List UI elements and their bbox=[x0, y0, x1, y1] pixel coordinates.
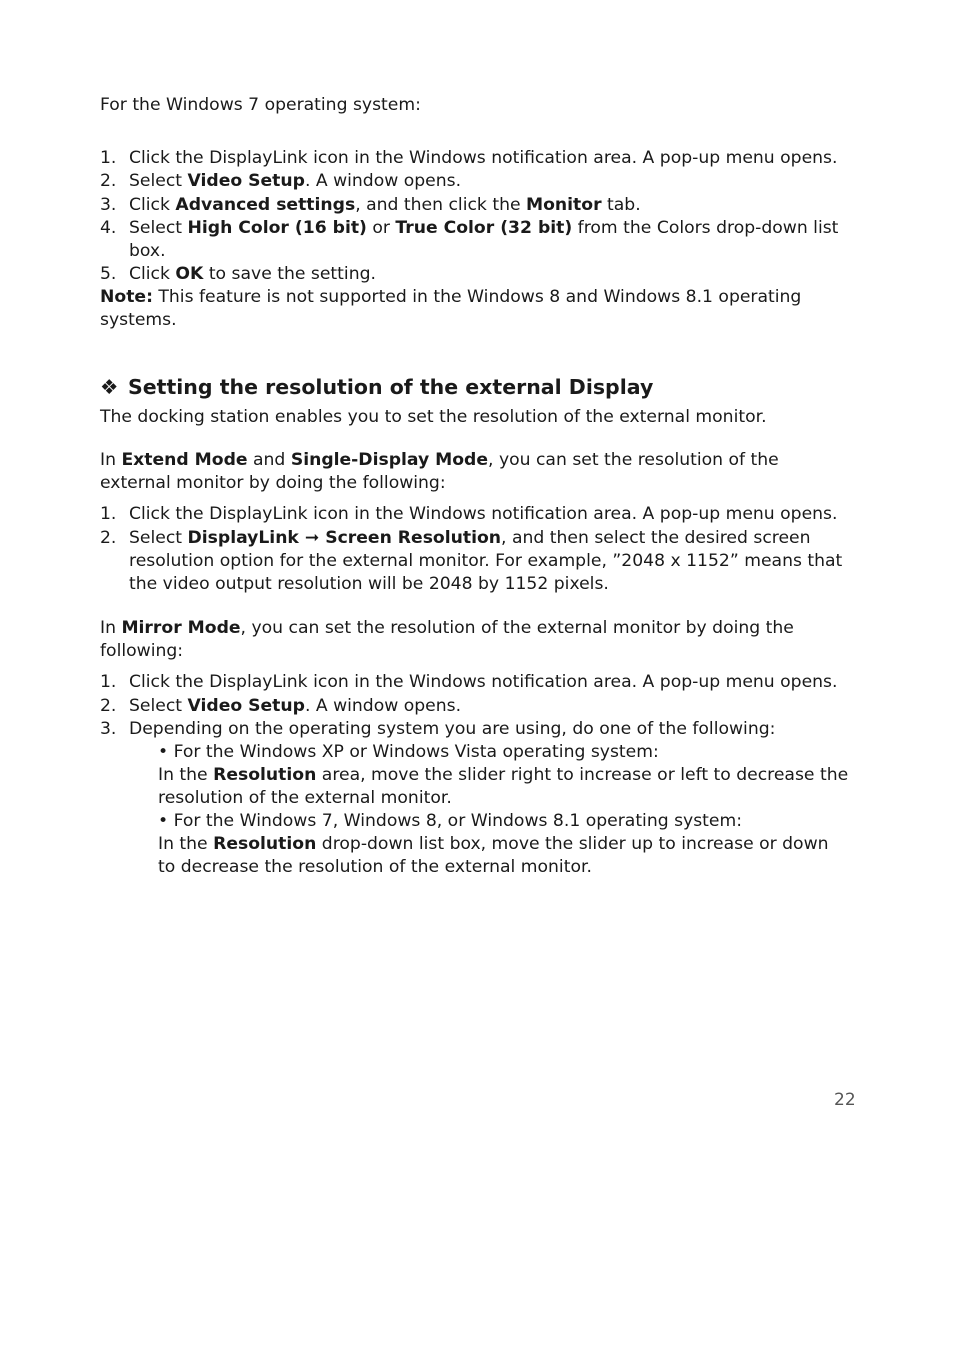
list-item bbox=[129, 671, 837, 694]
list-item bbox=[129, 170, 461, 193]
diamond-bullet-icon: ❖ bbox=[100, 375, 119, 399]
text-run: In bbox=[100, 450, 122, 470]
text-run: Select bbox=[129, 528, 188, 548]
bold-term: Monitor bbox=[526, 195, 602, 215]
text-run: Select bbox=[129, 218, 188, 238]
text-run: In the bbox=[158, 834, 214, 854]
bold-term: Resolution bbox=[213, 834, 317, 854]
bold-term: Mirror Mode bbox=[121, 618, 241, 638]
list-item-cont: the video output resolution will be 2048 by 1152 pixels. bbox=[129, 574, 609, 594]
list-item bbox=[129, 263, 376, 286]
note-label: Note: bbox=[100, 287, 153, 307]
text-run: Select bbox=[129, 696, 188, 716]
text-run: , you can set the resolution of the bbox=[488, 450, 779, 470]
bold-term: Resolution bbox=[213, 765, 317, 785]
substep-line bbox=[158, 764, 848, 787]
substep-line bbox=[158, 856, 592, 879]
list-number: 1. bbox=[100, 504, 117, 524]
bold-term: True Color (32 bit) bbox=[395, 218, 573, 238]
list-item bbox=[129, 147, 837, 170]
list-item bbox=[129, 194, 641, 217]
list-item bbox=[129, 503, 837, 526]
bold-term: Single-Display Mode bbox=[290, 450, 489, 470]
bold-term: OK bbox=[175, 264, 204, 284]
text-run: . A window opens. bbox=[304, 696, 462, 716]
list-number: 3. bbox=[100, 719, 117, 739]
list-number: 5. bbox=[100, 264, 117, 284]
list-item bbox=[129, 217, 838, 240]
page-number: 22 bbox=[834, 1090, 856, 1110]
substep-line bbox=[158, 741, 659, 764]
extend-mode-paragraph-cont: external monitor by doing the following: bbox=[100, 473, 446, 493]
list-number: 3. bbox=[100, 195, 117, 215]
list-item bbox=[129, 695, 461, 718]
note-line-2: systems. bbox=[100, 310, 177, 330]
extend-mode-paragraph bbox=[100, 449, 779, 472]
text-run: . A window opens. bbox=[304, 171, 462, 191]
text-run: In bbox=[100, 618, 122, 638]
text-run: • For the Windows XP or Windows Vista operating system: bbox=[158, 742, 659, 762]
text-run: or bbox=[366, 218, 396, 238]
text-run: to save the setting. bbox=[203, 264, 376, 284]
intro-paragraph: The docking station enables you to set the resolution of the external monitor. bbox=[100, 407, 767, 427]
list-item-cont: resolution option for the external monitor. For example, ”2048 x 1152” means that bbox=[129, 551, 843, 571]
text-run: Click the DisplayLink icon in the Windows notification area. A pop-up menu opens. bbox=[129, 672, 838, 692]
text-run: Click bbox=[129, 264, 176, 284]
text-run: , and then select the desired screen bbox=[501, 528, 811, 548]
list-item bbox=[129, 718, 775, 741]
mirror-mode-paragraph-cont: following: bbox=[100, 641, 184, 661]
note-text: This feature is not supported in the Windows 8 and Windows 8.1 operating bbox=[152, 287, 802, 307]
text-run: In the bbox=[158, 765, 214, 785]
text-run: • For the Windows 7, Windows 8, or Windows 8.1 operating system: bbox=[158, 811, 743, 831]
substep-line bbox=[158, 833, 829, 856]
text-run: , and then click the bbox=[355, 195, 527, 215]
bold-term: High Color (16 bit) bbox=[187, 218, 367, 238]
text-run: area, move the slider right to increase or left to decrease the bbox=[316, 765, 849, 785]
list-item-cont: box. bbox=[129, 241, 166, 261]
note-line-1 bbox=[100, 286, 801, 309]
text-run: and bbox=[247, 450, 291, 470]
text-run: Depending on the operating system you are using, do one of the following: bbox=[129, 719, 776, 739]
text-run: Click the DisplayLink icon in the Windows notification area. A pop-up menu opens. bbox=[129, 148, 838, 168]
list-number: 4. bbox=[100, 218, 117, 238]
text-run: from the Colors drop-down list bbox=[572, 218, 839, 238]
section-heading-text: Setting the resolution of the external Display bbox=[128, 375, 654, 399]
bold-term: Video Setup bbox=[187, 171, 305, 191]
text-run: Select bbox=[129, 171, 188, 191]
list-number: 2. bbox=[100, 696, 117, 716]
substep-line bbox=[158, 787, 452, 810]
list-number: 2. bbox=[100, 171, 117, 191]
text-run: resolution of the external monitor. bbox=[158, 788, 452, 808]
section-heading bbox=[100, 374, 653, 400]
text-run: tab. bbox=[601, 195, 641, 215]
bold-term: Extend Mode bbox=[121, 450, 248, 470]
text-run: , you can set the resolution of the external monitor by doing the bbox=[240, 618, 794, 638]
list-item bbox=[129, 527, 811, 550]
text-run: drop-down list box, move the slider up to increase or down bbox=[316, 834, 829, 854]
bold-term: DisplayLink ➞ Screen Resolution bbox=[187, 528, 502, 548]
bold-term: Advanced settings bbox=[175, 195, 356, 215]
text-run: Click bbox=[129, 195, 176, 215]
mirror-mode-paragraph bbox=[100, 617, 794, 640]
substep-line bbox=[158, 810, 742, 833]
intro-text: For the Windows 7 operating system: bbox=[100, 95, 421, 115]
bold-term: Video Setup bbox=[187, 696, 305, 716]
list-number: 1. bbox=[100, 672, 117, 692]
text-run: to decrease the resolution of the external monitor. bbox=[158, 857, 592, 877]
list-number: 2. bbox=[100, 528, 117, 548]
text-run: Click the DisplayLink icon in the Windows notification area. A pop-up menu opens. bbox=[129, 504, 838, 524]
list-number: 1. bbox=[100, 148, 117, 168]
